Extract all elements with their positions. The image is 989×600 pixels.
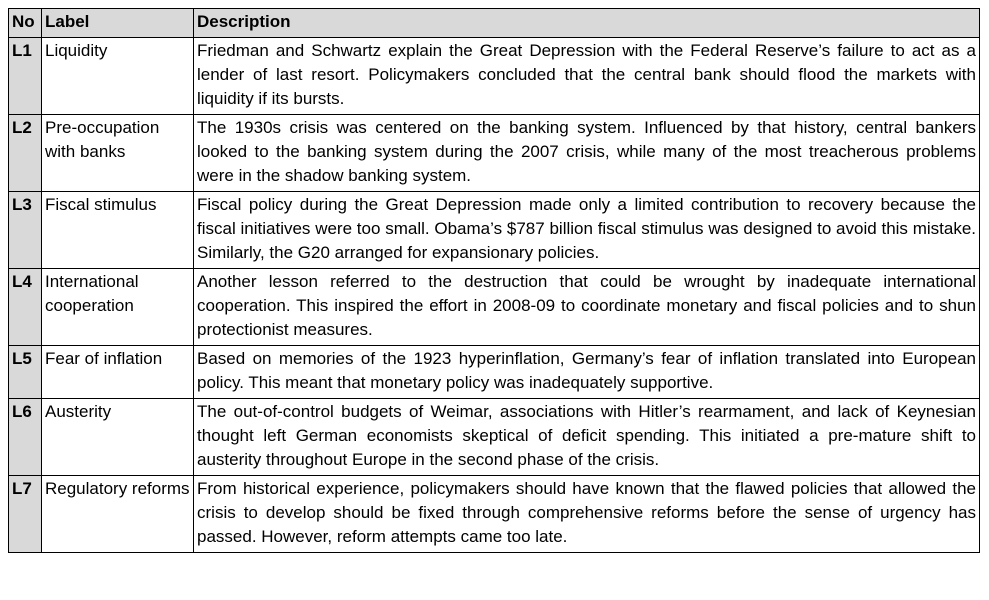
lessons-table — [8, 8, 980, 553]
row-label: International cooperation — [42, 269, 194, 346]
row-number: L4 — [9, 269, 42, 346]
table-row — [9, 269, 980, 346]
row-label: Pre-occupation with banks — [42, 115, 194, 192]
row-label: Fiscal stimulus — [42, 192, 194, 269]
table-row — [9, 192, 980, 269]
row-number: L1 — [9, 38, 42, 115]
row-description: The out-of-control budgets of Weimar, associations with Hitler’s rearmament, and lack of Keynesian thought left German economists skeptical of deficit spending. This initiated a pre-mature shift to austerity throughout Europe in the second phase of the crisis. — [194, 399, 980, 476]
row-label: Regulatory reforms — [42, 476, 194, 553]
row-number: L3 — [9, 192, 42, 269]
row-description: From historical experience, policymakers should have known that the flawed policies that allowed the crisis to develop should be fixed through comprehensive reforms before the sense of urgency has passed. However, reform attempts came too late. — [194, 476, 980, 553]
table-header — [9, 9, 980, 38]
row-description: Another lesson referred to the destruction that could be wrought by inadequate international cooperation. This inspired the effort in 2008-09 to coordinate monetary and fiscal policies and to shun protectionist measures. — [194, 269, 980, 346]
row-label: Fear of inflation — [42, 346, 194, 399]
table-row — [9, 38, 980, 115]
header-description: Description — [194, 9, 980, 38]
table-row — [9, 476, 980, 553]
row-number: L2 — [9, 115, 42, 192]
header-no: No — [9, 9, 42, 38]
row-number: L7 — [9, 476, 42, 553]
table-row — [9, 115, 980, 192]
row-description: Friedman and Schwartz explain the Great Depression with the Federal Reserve’s failure to act as a lender of last resort. Policymakers concluded that the central bank should flood the markets with liquidity if its bursts. — [194, 38, 980, 115]
row-label: Liquidity — [42, 38, 194, 115]
header-label: Label — [42, 9, 194, 38]
row-description: Based on memories of the 1923 hyperinflation, Germany’s fear of inflation translated into European policy. This meant that monetary policy was inadequately supportive. — [194, 346, 980, 399]
header-row — [9, 9, 980, 38]
row-label: Austerity — [42, 399, 194, 476]
table-row — [9, 346, 980, 399]
row-number: L6 — [9, 399, 42, 476]
table-row — [9, 399, 980, 476]
table-body — [9, 38, 980, 553]
row-description: The 1930s crisis was centered on the banking system. Influenced by that history, central bankers looked to the banking system during the 2007 crisis, while many of the most treacherous problems were in the shadow banking system. — [194, 115, 980, 192]
row-description: Fiscal policy during the Great Depression made only a limited contribution to recovery because the fiscal initiatives were too small. Obama’s $787 billion fiscal stimulus was designed to avoid this mistake. Similarly, the G20 arranged for expansionary policies. — [194, 192, 980, 269]
row-number: L5 — [9, 346, 42, 399]
